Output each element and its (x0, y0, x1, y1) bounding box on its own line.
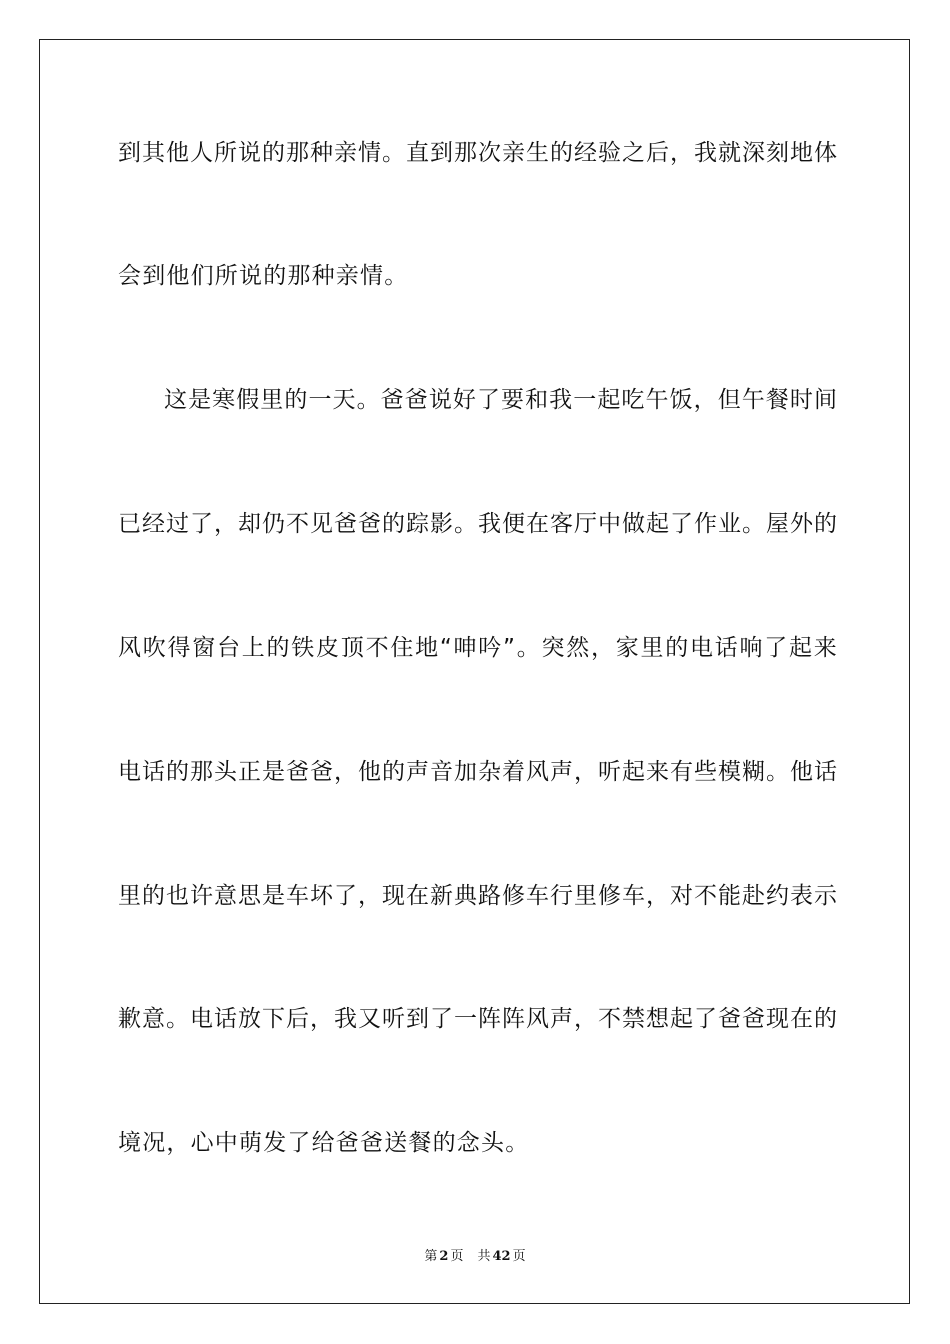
current-page-number: 2 (439, 1249, 449, 1264)
total-pages-number: 42 (492, 1249, 511, 1264)
text-line: 歉意。电话放下后，我又听到了一阵阵风声，不禁想起了爸爸现在的 (118, 1006, 838, 1032)
text-line: 已经过了，却仍不见爸爸的踪影。我便在客厅中做起了作业。屋外的 (118, 511, 838, 537)
text-line: 到其他人所说的那种亲情。直到那次亲生的经验之后，我就深刻地体 (118, 140, 838, 166)
text-line: 里的也许意思是车坏了，现在新典路修车行里修车，对不能赴约表示 (118, 883, 838, 909)
page-frame (39, 39, 910, 1304)
total-pages-prefix: 共 (477, 1249, 491, 1264)
text-line: 会到他们所说的那种亲情。 (118, 263, 409, 289)
text-line: 电话的那头正是爸爸，他的声音加杂着风声，听起来有些模糊。他话 (118, 759, 838, 785)
text-line: 境况，心中萌发了给爸爸送餐的念头。 (118, 1130, 530, 1156)
page-number-prefix: 第 (424, 1249, 438, 1264)
total-pages-suffix: 页 (512, 1249, 526, 1264)
text-line: 风吹得窗台上的铁皮顶不住地“呻吟”。突然，家里的电话响了起来 (118, 635, 838, 661)
page-number-suffix: 页 (450, 1249, 464, 1264)
page-footer (0, 1248, 950, 1266)
text-line: 这是寒假里的一天。爸爸说好了要和我一起吃午饭，但午餐时间 (164, 387, 838, 413)
